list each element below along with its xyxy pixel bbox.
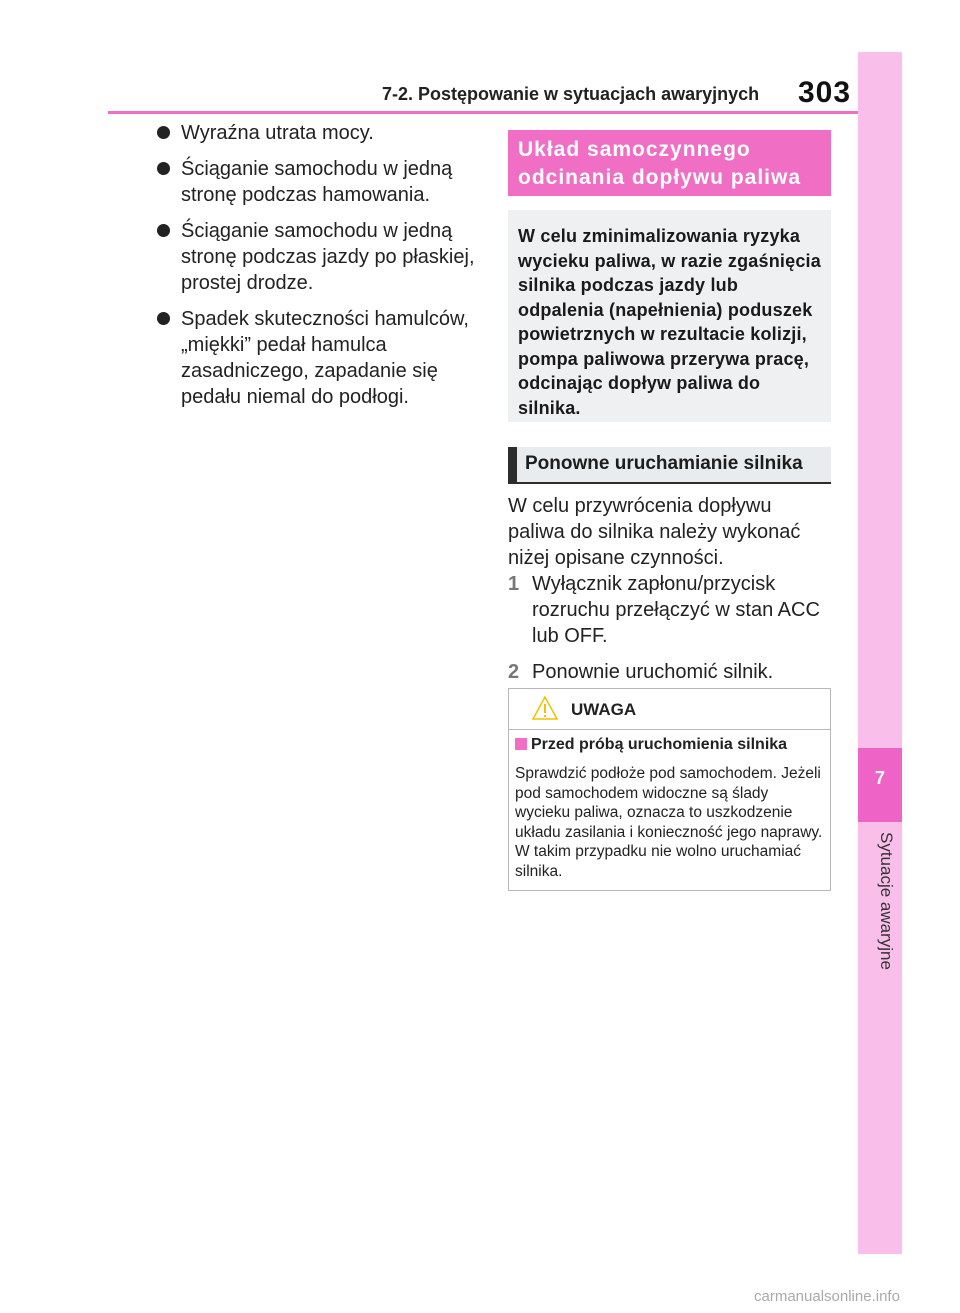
bullet-dot-icon [157, 312, 170, 325]
left-column [157, 120, 479, 420]
bullet-item [157, 120, 479, 146]
header-section-title: 7-2. Postępowanie w sytuacjach awaryjnych [382, 84, 760, 104]
step-number: 2 [508, 661, 520, 683]
bullet-text: Ściąganie samochodu w jedną stronę podczas jazdy po płaskiej, prostej drodze. [181, 220, 475, 294]
fuel-cutoff-intro: W celu zminimalizowania ryzyka wycieku paliwa, w razie zgaśnięcia silnika podczas jazdy lub odpalenia (napełnienia) poduszek powietrznych w rezultacie kolizji, pompa paliwowa przerywa pracę, odcinając dopływ paliwa do silnika. [508, 210, 831, 422]
header-rule [108, 111, 858, 114]
bullet-item [157, 218, 479, 296]
page-number: 303 [798, 76, 852, 109]
restart-text: W celu przywrócenia dopływu paliwa do silnika należy wykonać niżej opisane czynności. [508, 495, 801, 569]
step-item [508, 659, 831, 685]
warning-title: UWAGA [571, 700, 637, 719]
warning-body: Sprawdzić podłoże pod samochodem. Jeżeli pod samochodem widoczne są ślady wycieku paliwa, oznacza to uszkodzenie układu zasilania i konieczność jego naprawy. W takim przypadku nie wolno uruchamiać silnika. [515, 765, 823, 880]
bullet-dot-icon [157, 162, 170, 175]
side-tab-number: 7 [874, 768, 885, 788]
bullet-text: Ściąganie samochodu w jedną stronę podczas hamowania. [181, 158, 453, 206]
restart-title: Ponowne uruchamianie silnika [508, 447, 831, 484]
warning-subtitle-row [515, 736, 787, 754]
warning-subtitle: Przed próbą uruchomienia silnika [531, 736, 788, 753]
pink-square-icon [515, 738, 527, 750]
warning-header [509, 689, 830, 730]
warning-box [508, 688, 831, 891]
side-tab-label: Sytuacje awaryjne [877, 832, 896, 970]
bullet-item [157, 156, 479, 208]
watermark: carmanualsonline.info [754, 1288, 900, 1305]
fuel-cutoff-title: Układ samoczynnego odcinania dopływu paliwa [508, 130, 831, 196]
bullet-dot-icon [157, 224, 170, 237]
step-text: Wyłącznik zapłonu/przycisk rozruchu przełączyć w stan ACC lub OFF. [532, 573, 820, 647]
step-text: Ponownie uruchomić silnik. [532, 661, 774, 683]
bullet-text: Wyraźna utrata mocy. [181, 122, 374, 144]
side-tab [858, 52, 902, 1254]
restart-steps [508, 571, 831, 695]
bullet-text: Spadek skuteczności hamulców, „miękki” pedał hamulca zasadniczego, zapadanie się pedału niemal do podłogi. [181, 308, 469, 408]
step-number: 1 [508, 573, 520, 595]
bullet-item [157, 306, 479, 410]
step-item [508, 571, 831, 649]
warning-triangle-icon [531, 695, 559, 726]
bullet-dot-icon [157, 126, 170, 139]
